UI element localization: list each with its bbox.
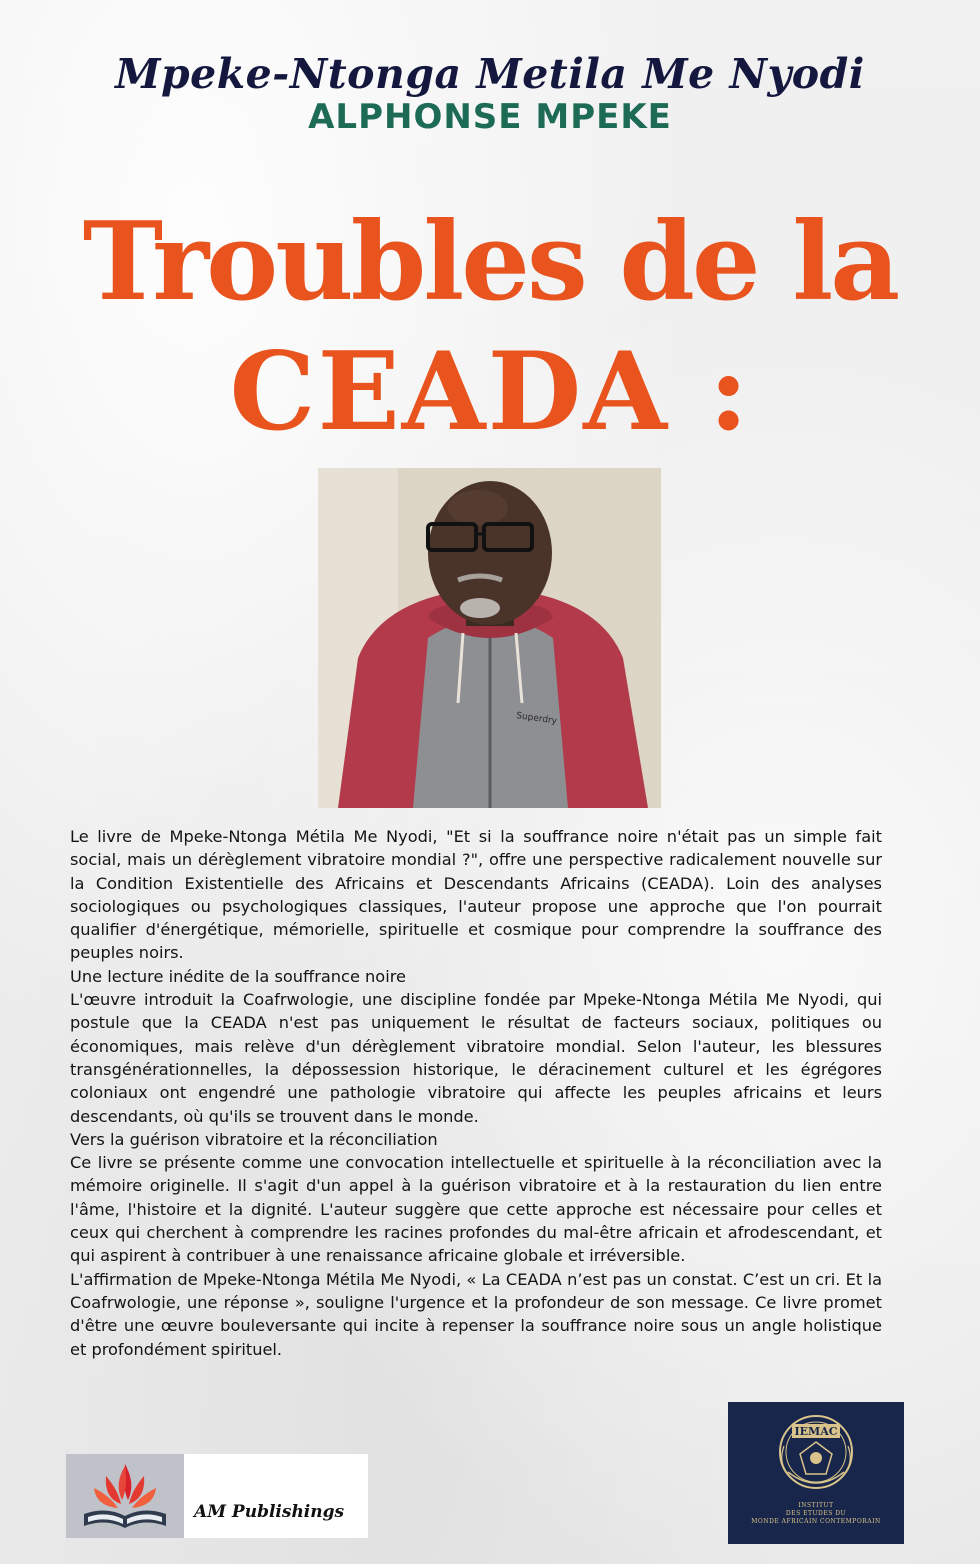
description-subheading-1: Une lecture inédite de la souffrance noire [70,966,406,986]
description-paragraph-2: L'œuvre introduit la Coafrwologie, une discipline fondée par Mpeke-Ntonga Métila Me Nyodi, qui postule que la CEADA n'est pas uniquement le résultat de facteurs sociaux, politiques ou économiques, mais relève d'un dérèglement vibratoire mondial. Selon l'auteur, les blessures transgénérationnelles, la dépossession historique, le déracinement culturel et les égrégores coloniaux ont engendré une pathologie vibratoire qui affecte les peuples africains et leurs descendants, où qu'ils se trouvent dans le monde. [70,990,882,1126]
institute-logo [728,1402,904,1544]
publisher-emblem [66,1454,184,1538]
author-name: ALPHONSE MPEKE [308,97,672,137]
author-line: Mpeke-Ntonga Metila Me Nyodi [115,50,865,98]
institute-acronym: IEMAC [794,1425,838,1438]
institute-name-line1: INSTITUT [798,1502,834,1509]
description-subheading-2: Vers la guérison vibratoire et la réconciliation [70,1129,438,1149]
description-paragraph-3: Ce livre se présente comme une convocation intellectuelle et spirituelle à la réconciliation avec la mémoire originelle. Il s'agit d'un appel à la guérison vibratoire et à la restauration du lien entre l'âme, l'histoire et la dignité. L'auteur suggère que cette approche est nécessaire pour celles et ceux qui cherchent à comprendre les racines profondes du mal-être africain et afrodescendant, et qui aspirent à contribuer à une renaissance africaine globale et irréversible. [70,1153,882,1266]
institute-name-line2: DES ETUDES DU [785,1510,847,1517]
book-title-line2: CEADA : [229,329,751,455]
institute-name-line3: MONDE AFRICAIN CONTEMPORAIN [751,1518,881,1525]
shirt-brand: Superdry [515,711,558,727]
institute-crest-icon [728,1402,904,1514]
flame-book-icon [66,1454,184,1538]
description-paragraph-1: Le livre de Mpeke-Ntonga Métila Me Nyodi, "Et si la souffrance noire n'était pas un simple fait social, mais un dérèglement vibratoire mondial ?", offre une perspective radicalement nouvelle sur la Condition Existentielle des Africains et Descendants Africains (CEADA). Loin des analyses sociologiques ou psychologiques classiques, l'auteur propose une approche que l'on pourrait qualifier d'énergétique, mémorielle, spirituelle et cosmique pour comprendre la souffrance des peuples noirs. [70,827,882,963]
author-photo [318,468,661,808]
book-description [70,825,882,1361]
book-title-line1: Troubles de la [82,199,898,325]
publisher-logo [66,1454,368,1538]
description-paragraph-4: L'affirmation de Mpeke-Ntonga Métila Me Nyodi, « La CEADA n’est pas un constat. C’est un cri. Et la Coafrwologie, une réponse », souligne l'urgence et la profondeur de son message. Ce livre promet d'être une œuvre bouleversante qui incite à repenser la souffrance noire sous un angle holistique et profondément spirituel. [70,1269,882,1359]
publisher-name: AM Publishings [194,1502,345,1522]
author-portrait-illustration [318,468,661,808]
